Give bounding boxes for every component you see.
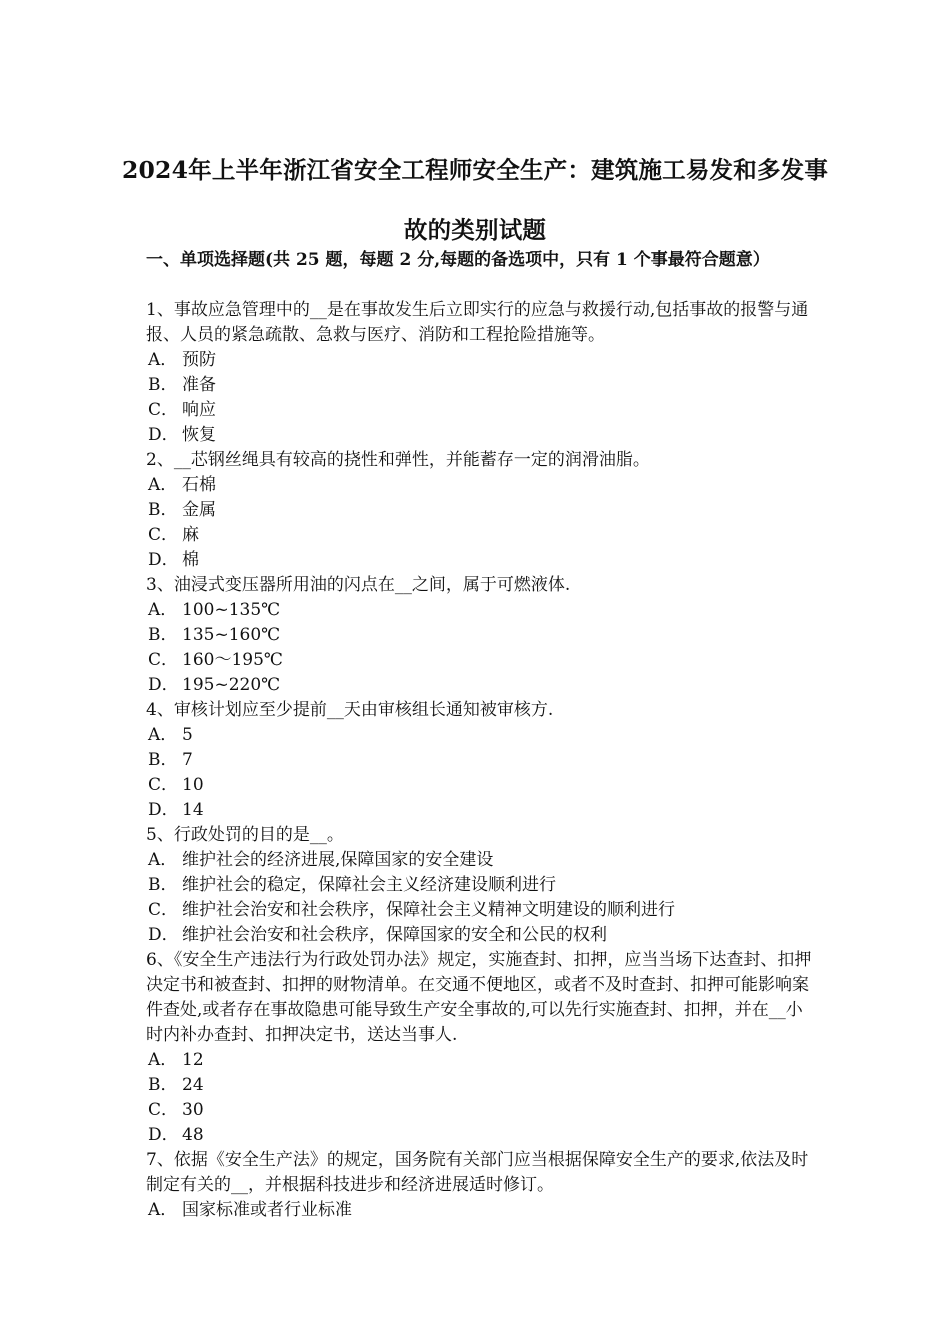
option-label: D．: [148, 550, 179, 570]
answer-option: [146, 348, 818, 373]
option-text: 10: [182, 775, 204, 795]
option-label: B．: [148, 500, 178, 520]
option-text: 金属: [182, 500, 216, 520]
answer-option: [146, 748, 818, 773]
option-label: D．: [148, 425, 179, 445]
option-text: 棉: [182, 550, 199, 570]
option-label: D．: [148, 1125, 179, 1145]
option-text: 100~135℃: [182, 600, 281, 620]
question-list: [146, 298, 818, 1223]
option-label: C．: [148, 650, 179, 670]
option-label: A．: [148, 475, 178, 495]
answer-option: [146, 523, 818, 548]
option-text: 恢复: [182, 425, 216, 445]
option-text: 维护社会的经济进展,保障国家的安全建设: [182, 850, 494, 870]
answer-option: [146, 498, 818, 523]
question-stem: 7、依据《安全生产法》的规定，国务院有关部门应当根据保障安全生产的要求,依法及时制定有关的__，并根据科技进步和经济进展适时修订。: [146, 1150, 809, 1195]
answer-option: [146, 673, 818, 698]
option-text: 响应: [182, 400, 216, 420]
answer-option: [146, 473, 818, 498]
answer-option: [146, 1123, 818, 1148]
option-text: 24: [182, 1075, 204, 1095]
answer-option: [146, 1098, 818, 1123]
option-label: D．: [148, 925, 179, 945]
answer-option: [146, 723, 818, 748]
option-label: B．: [148, 375, 178, 395]
option-text: 国家标准或者行业标准: [182, 1200, 352, 1220]
answer-option: [146, 923, 818, 948]
option-label: C．: [148, 400, 179, 420]
option-label: B．: [148, 875, 178, 895]
option-label: B．: [148, 625, 178, 645]
question-stem: 4、审核计划应至少提前__天由审核组长通知被审核方.: [146, 700, 554, 720]
option-label: A．: [148, 350, 178, 370]
section-heading: 一、单项选择题(共 25 题，每题 2 分,每题的备选项中，只有 1 个事最符合题意）: [146, 250, 770, 270]
option-label: A．: [148, 850, 178, 870]
question-stem: 3、油浸式变压器所用油的闪点在__之间，属于可燃液体.: [146, 575, 571, 595]
option-text: 预防: [182, 350, 216, 370]
answer-option: [146, 398, 818, 423]
option-label: A．: [148, 725, 178, 745]
question-stem: 1、事故应急管理中的__是在事故发生后立即实行的应急与救援行动,包括事故的报警与通报、人员的紧急疏散、急救与医疗、消防和工程抢险措施等。: [146, 300, 809, 345]
option-label: D．: [148, 675, 179, 695]
option-text: 5: [182, 725, 193, 745]
option-label: C．: [148, 1100, 179, 1120]
answer-option: [146, 848, 818, 873]
answer-option: [146, 873, 818, 898]
option-label: A．: [148, 600, 178, 620]
answer-option: [146, 648, 818, 673]
option-label: C．: [148, 525, 179, 545]
option-text: 12: [182, 1050, 204, 1070]
question-stem: 6、《安全生产违法行为行政处罚办法》规定，实施查封、扣押，应当当场下达查封、扣押决定书和被查封、扣押的财物清单。在交通不便地区，或者不及时查封、扣押可能影响案件查处,或者存在事故隐患可能导致生产安全事故的,可以先行实施查封、扣押，并在__小时内补办查封、扣押决定书，送达当事人.: [146, 950, 812, 1045]
question-stem: 2、__芯钢丝绳具有较高的挠性和弹性，并能蓄存一定的润滑油脂。: [146, 450, 650, 470]
answer-option: [146, 623, 818, 648]
answer-option: [146, 1073, 818, 1098]
option-text: 7: [182, 750, 193, 770]
option-text: 160～195℃: [182, 650, 283, 670]
option-label: A．: [148, 1050, 178, 1070]
option-label: B．: [148, 1075, 178, 1095]
answer-option: [146, 898, 818, 923]
answer-option: [146, 798, 818, 823]
option-text: 石棉: [182, 475, 216, 495]
option-text: 维护社会治安和社会秩序，保障国家的安全和公民的权利: [182, 925, 607, 945]
answer-option: [146, 423, 818, 448]
question-stem: 5、行政处罚的目的是__。: [146, 825, 344, 845]
option-text: 14: [182, 800, 204, 820]
option-label: C．: [148, 775, 179, 795]
option-text: 维护社会治安和社会秩序，保障社会主义精神文明建设的顺利进行: [182, 900, 675, 920]
document-title: 2024年上半年浙江省安全工程师安全生产：建筑施工易发和多发事故的类别试题: [121, 156, 829, 244]
option-text: 30: [182, 1100, 204, 1120]
answer-option: [146, 773, 818, 798]
answer-option: [146, 548, 818, 573]
answer-option: [146, 1198, 818, 1223]
option-label: B．: [148, 750, 178, 770]
answer-option: [146, 598, 818, 623]
option-text: 135~160℃: [182, 625, 281, 645]
option-label: D．: [148, 800, 179, 820]
option-label: C．: [148, 900, 179, 920]
option-text: 195~220℃: [182, 675, 281, 695]
answer-option: [146, 1048, 818, 1073]
option-text: 准备: [182, 375, 216, 395]
option-text: 麻: [182, 525, 199, 545]
option-text: 48: [182, 1125, 204, 1145]
option-text: 维护社会的稳定，保障社会主义经济建设顺利进行: [182, 875, 556, 895]
option-label: A．: [148, 1200, 178, 1220]
answer-option: [146, 373, 818, 398]
